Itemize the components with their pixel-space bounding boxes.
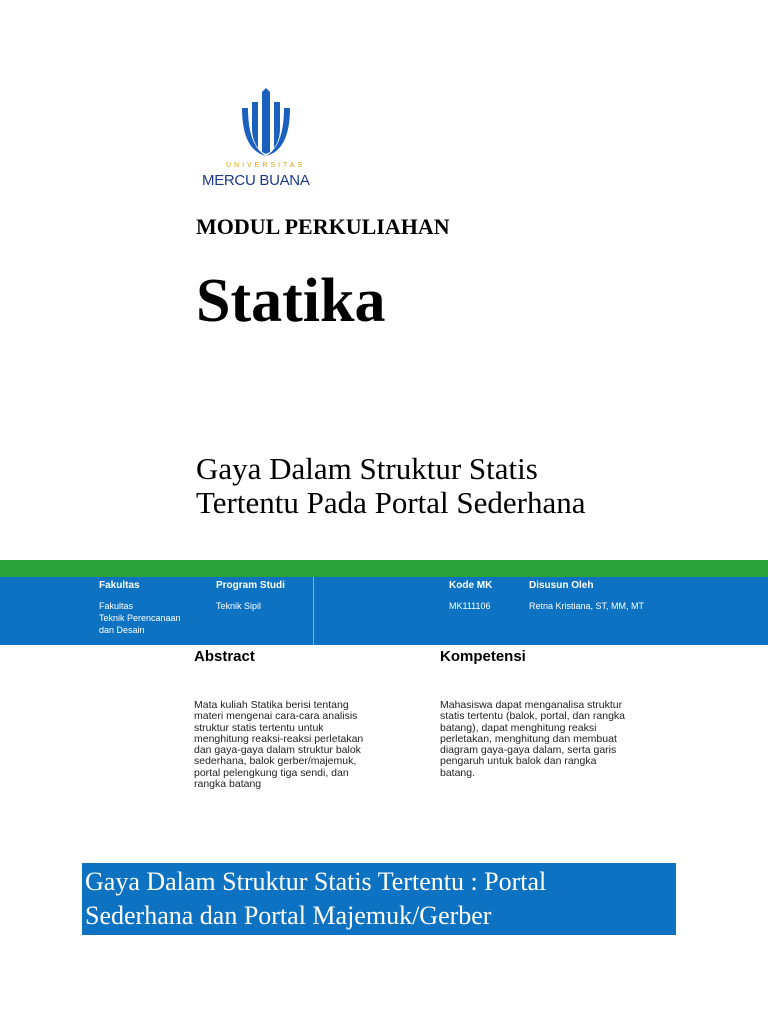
kompetensi-line: Mahasiswa dapat menganalisa struktur xyxy=(440,699,623,711)
fakultas-value-line: Fakultas xyxy=(99,601,134,611)
abstract-line: Mata kuliah Statika berisi tentang xyxy=(194,699,349,711)
subtitle-line: Tertentu Pada Portal Sederhana xyxy=(196,485,586,520)
abstract-text xyxy=(194,700,424,790)
abstract-heading: Abstract xyxy=(194,648,255,665)
abstract-line: menghitung reaksi-reaksi perletakan xyxy=(194,732,364,745)
page-title: Statika xyxy=(196,267,386,335)
fakultas-value-line: dan Desain xyxy=(99,625,145,635)
kompetensi-line: perletakan, menghitung dan membuat xyxy=(440,732,617,745)
module-label: MODUL PERKULIAHAN xyxy=(196,214,450,239)
penyusun-label: Disusun Oleh xyxy=(529,580,594,591)
logo-small-text: UNIVERSITAS xyxy=(226,162,306,169)
logo-name: MERCU BUANA xyxy=(202,172,310,189)
fakultas-value xyxy=(99,600,181,636)
fakultas-value-line: Teknik Perencanaan xyxy=(99,613,181,623)
section-title-banner xyxy=(82,863,676,935)
penyusun-value: Retna Kristiana, ST, MM, MT xyxy=(529,601,645,611)
kompetensi-text xyxy=(440,700,670,779)
banner-line: Sederhana dan Portal Majemuk/Gerber xyxy=(85,901,492,930)
abstract-line: portal pelengkung tiga sendi, dan xyxy=(194,766,349,779)
kode-mk-label: Kode MK xyxy=(449,580,493,591)
band-divider xyxy=(313,577,314,645)
fakultas-label: Fakultas xyxy=(99,580,140,591)
kompetensi-line: diagram gaya-gaya dalam, serta garis xyxy=(440,744,617,757)
kompetensi-line: pengaruh untuk balok dan rangka xyxy=(440,755,597,768)
university-logo xyxy=(196,88,336,196)
prodi-label: Program Studi xyxy=(216,580,285,591)
abstract-line: struktur statis tertentu untuk xyxy=(194,721,324,734)
kompetensi-line: statis tertentu (balok, portal, dan rangka xyxy=(440,710,626,723)
page-subtitle xyxy=(196,452,586,520)
banner-line: Gaya Dalam Struktur Statis Tertentu : Portal xyxy=(85,867,547,896)
abstract-line: dan gaya-gaya dalam struktur balok xyxy=(194,744,361,757)
abstract-line: sederhana, balok gerber/majemuk, xyxy=(194,755,357,768)
kompetensi-heading: Kompetensi xyxy=(440,648,526,665)
subtitle-line: Gaya Dalam Struktur Statis xyxy=(196,451,538,486)
kompetensi-line: batang), dapat menghitung reaksi xyxy=(440,721,597,734)
mercu-buana-emblem-icon xyxy=(240,88,292,158)
abstract-line: rangka batang xyxy=(194,778,262,791)
prodi-value: Teknik Sipil xyxy=(216,601,262,611)
abstract-line: materi mengenai cara-cara analisis xyxy=(194,710,358,723)
kompetensi-line: batang. xyxy=(440,766,476,779)
kode-mk-value: MK111106 xyxy=(449,601,491,611)
